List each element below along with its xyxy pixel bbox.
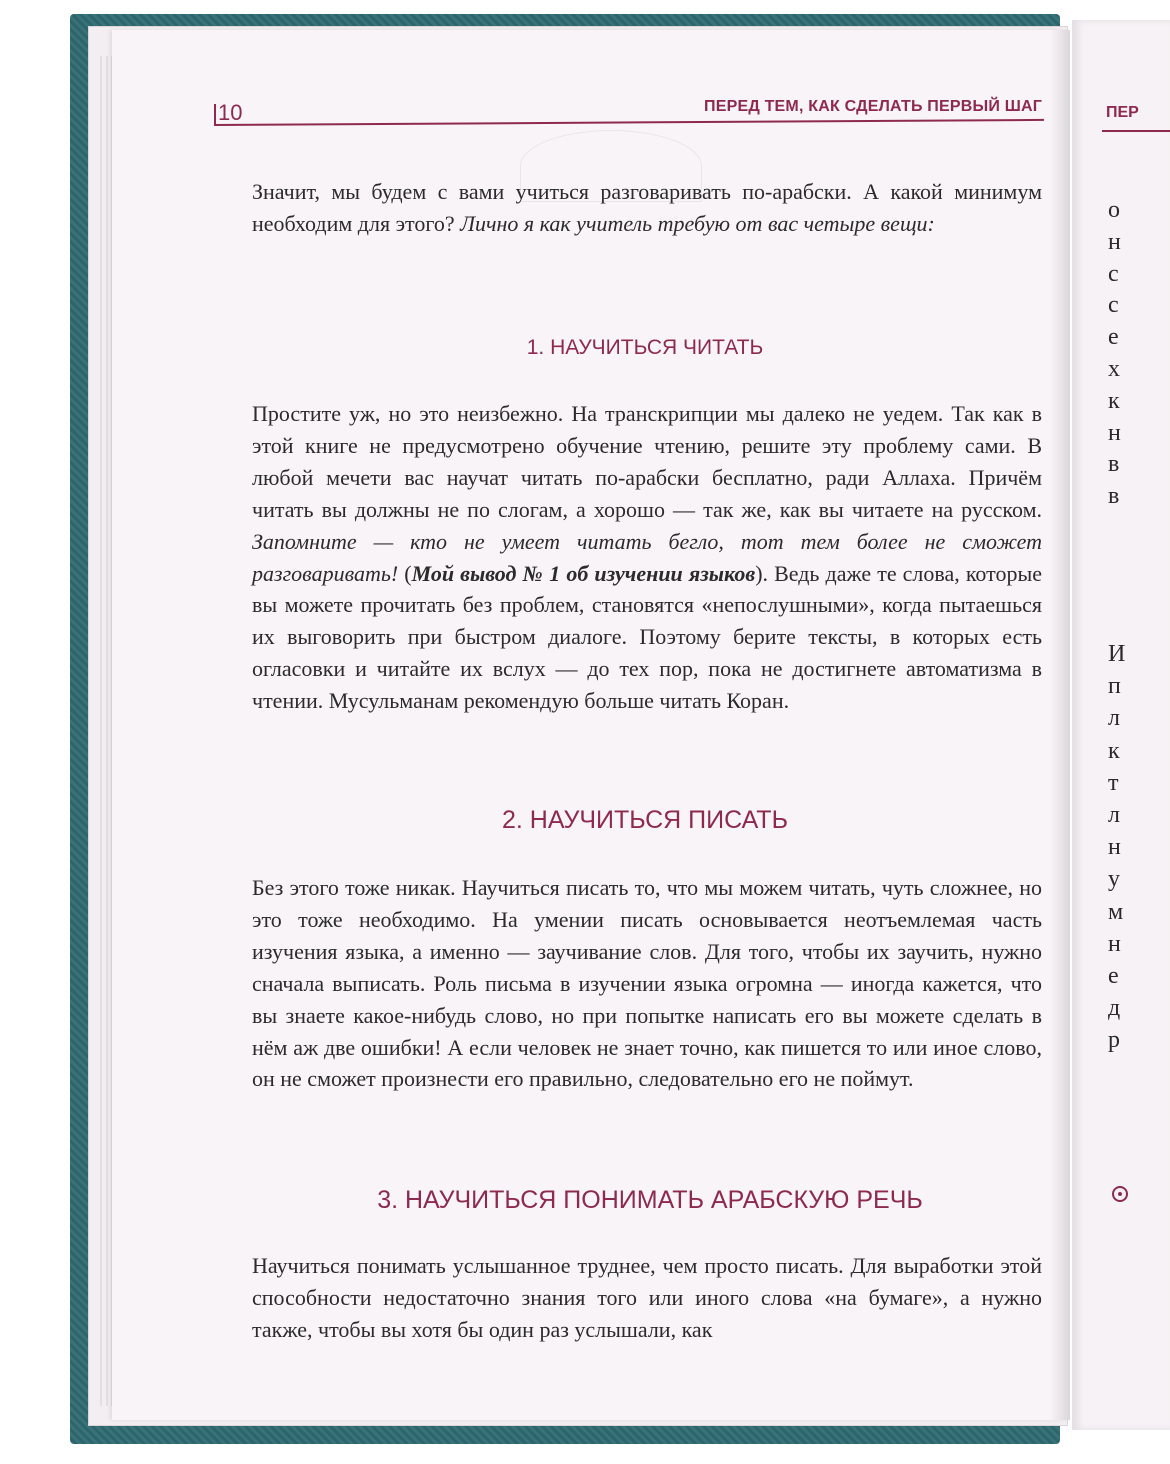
right-page — [1072, 20, 1170, 1430]
right-letter: о — [1108, 197, 1120, 223]
intro-paragraph — [252, 176, 1042, 240]
section-reading-body — [252, 398, 1042, 717]
reading-text: Простите уж, но это неизбежно. На транскрипции мы далеко не уедем. Так как в этой книге не предусмотрено обучение чтению, решите эту проблему сами. В любой мечети вас научат читать по-арабски бесплатно, ради Аллаха. Причём читать вы должны не по слогам, а хорошо — так же, как вы читаете на русском. — [252, 401, 1042, 522]
right-letter: е — [1108, 324, 1119, 351]
reading-text-2: ). Ведь даже те слова, которые вы можете прочитать без проблем, становятся «непослушными», когда пытаешься их выговорить при быстром диалоге. Поэтому берите тексты, в которых есть огласовки и читайте их вслух — до тех пор, пока не достигнете автоматизма в чтении. Мусульманам рекомендую больше читать Коран. — [252, 560, 1042, 714]
section-heading-writing: 2. НАУЧИТЬСЯ ПИСАТЬ — [502, 806, 788, 834]
right-page-text-bottom — [1108, 638, 1168, 1056]
intro-text: Значит, мы будем с вами учиться разговаривать по-арабски. А какой минимум необходим для этого? — [252, 179, 1042, 236]
section-writing-body — [252, 872, 1042, 1095]
right-letter: л — [1108, 705, 1120, 732]
right-page-header: ПЕР — [1106, 104, 1139, 121]
reading-paren: ( — [398, 560, 412, 586]
right-letter: у — [1108, 866, 1120, 893]
page-number: 10 — [218, 100, 243, 125]
right-letter: д — [1108, 995, 1121, 1022]
right-header-rule — [1102, 130, 1170, 132]
target-icon — [1112, 1186, 1128, 1202]
right-letter: н — [1108, 228, 1121, 255]
writing-text: Без этого тоже никак. Научиться писать то, что мы можем читать, чуть сложнее, но это тоже необходимо. На умении писать основывается неотъемлемая часть изучения языка, а именно — заучивание слов. Для того, чтобы их заучить, нужно сначала выписать. Роль письма в изучении языка огромна — иногда кажется, что вы знаете какое-нибудь слово, но при попытке написать его вы можете сделать в нём аж две ошибки! А если человек не знает точно, как пишется то или иное слово, он не сможет произнести его правильно, следовательно его не поймут. — [252, 875, 1042, 1092]
right-letter: с — [1108, 260, 1119, 287]
reading-italic: Запомните — кто не умеет читать бегло, тот тем более не сможет разговаривать! — [252, 528, 1042, 586]
right-letter: т — [1108, 769, 1119, 796]
header-tick — [214, 104, 216, 126]
section-heading-reading: 1. НАУЧИТЬСЯ ЧИТАТЬ — [526, 336, 764, 359]
right-letter: в — [1108, 451, 1120, 478]
right-letter: х — [1108, 355, 1120, 382]
right-letter: к — [1108, 737, 1120, 764]
right-letter: с — [1108, 292, 1119, 319]
page-edge-line — [106, 56, 108, 1406]
listening-text: Научиться понимать услышанное труднее, чем просто писать. Для выработки этой способности недостаточно знания того или иного слова «на бумаге», а нужно также, чтобы вы хотя бы один раз услышали, как — [252, 1253, 1042, 1342]
right-letter: п — [1108, 673, 1121, 700]
reading-bold-italic: Мой вывод № 1 об изучении языков — [411, 560, 756, 586]
right-letter: И — [1108, 641, 1126, 667]
right-letter: е — [1108, 962, 1119, 989]
right-letter: м — [1108, 898, 1124, 925]
right-letter: н — [1108, 834, 1121, 861]
right-page-text-top — [1108, 195, 1168, 513]
right-letter: в — [1108, 483, 1120, 510]
page-edge-line — [100, 56, 102, 1406]
right-letter: н — [1108, 930, 1121, 957]
right-letter: н — [1108, 419, 1121, 446]
right-letter: л — [1108, 801, 1120, 828]
section-listening-body — [252, 1250, 1042, 1346]
intro-italic: Лично я как учитель требую от вас четыре вещи: — [460, 210, 935, 236]
running-header: ПЕРЕД ТЕМ, КАК СДЕЛАТЬ ПЕРВЫЙ ШАГ — [704, 98, 1042, 115]
right-letter: к — [1108, 387, 1120, 414]
section-heading-listening: 3. НАУЧИТЬСЯ ПОНИМАТЬ АРАБСКУЮ РЕЧЬ — [377, 1186, 923, 1214]
right-letter: р — [1108, 1027, 1120, 1054]
